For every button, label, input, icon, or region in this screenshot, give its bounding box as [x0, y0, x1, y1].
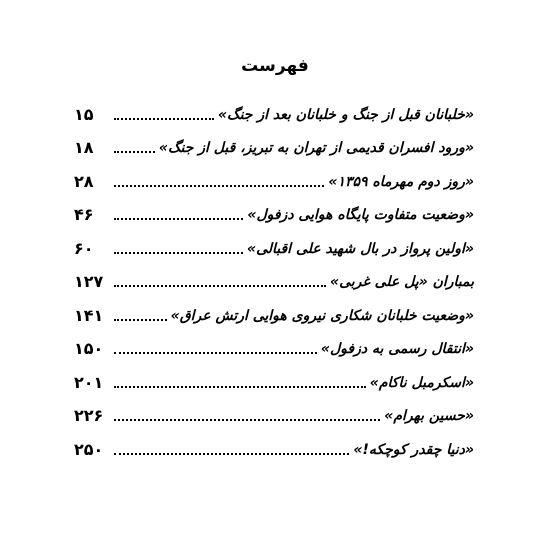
dot-leader: [114, 151, 155, 153]
dot-leader: [114, 386, 366, 388]
dot-leader: [114, 252, 243, 254]
toc-entry-title: «وضعیت متفاوت پایگاه هوایی دزفول»: [247, 207, 474, 223]
toc-entry-page-number: ۱۵: [74, 104, 94, 124]
toc-entry: [74, 360, 474, 394]
toc-entry-title: «حسین بهرام»: [384, 408, 474, 424]
toc-entry-page-number: ۱۸: [74, 138, 94, 157]
dot-leader: [114, 285, 326, 287]
toc-entry-title: «وضعیت خلبانان شکاری نیروی هوایی ارتش عراق»: [170, 307, 474, 324]
toc-entry: [74, 394, 474, 428]
toc-entry-title: «دنیا چقدر کوچکه!»: [353, 441, 474, 458]
toc-entry: [74, 327, 474, 361]
dot-leader: [114, 453, 349, 455]
toc-entry-page-number: ۱۲۷: [74, 272, 104, 291]
toc-entry-title: «انتقال رسمی به دزفول»: [320, 341, 474, 357]
toc-entry-page-number: ۲۸: [74, 171, 94, 191]
toc-entry-page-number: ۴۶: [74, 205, 94, 224]
toc-entry: [74, 226, 474, 260]
toc-entry-page-number: ۲۲۶: [74, 406, 104, 425]
dot-leader: [114, 218, 243, 220]
toc-entry-page-number: ۲۰۱: [74, 372, 104, 392]
page-title: فهرست: [241, 56, 309, 76]
table-of-contents: [74, 92, 474, 461]
toc-entry-page-number: ۲۵۰: [74, 439, 104, 459]
toc-entry-title: «ورود افسران قدیمی از تهران به تبریز، قبل از جنگ»: [158, 140, 474, 156]
toc-entry-page-number: ۶۰: [74, 238, 94, 258]
dot-leader: [114, 319, 167, 321]
toc-entry-title: «اولین پرواز در بال شهید علی اقبالی»: [246, 240, 474, 257]
toc-entry: [74, 159, 474, 193]
toc-entry: [74, 126, 474, 160]
toc-entry-page-number: ۱۵۰: [74, 339, 104, 358]
toc-entry-title: «اسکرمبل ناکام»: [369, 374, 474, 391]
toc-entry: [74, 260, 474, 294]
dot-leader: [114, 352, 317, 354]
toc-entry: [74, 193, 474, 227]
toc-entry-title: «خلبانان قبل از جنگ و خلبانان بعد از جنگ»: [217, 106, 474, 123]
dot-leader: [114, 118, 214, 120]
toc-entry: [74, 427, 474, 461]
toc-entry: [74, 293, 474, 327]
toc-entry: [74, 92, 474, 126]
toc-entry-title: بمباران «پل علی غربی»: [330, 274, 474, 290]
toc-entry-title: «روز دوم مهرماه ۱۳۵۹»: [328, 173, 474, 190]
dot-leader: [114, 185, 324, 187]
dot-leader: [114, 419, 380, 421]
toc-entry-page-number: ۱۴۱: [74, 305, 104, 325]
